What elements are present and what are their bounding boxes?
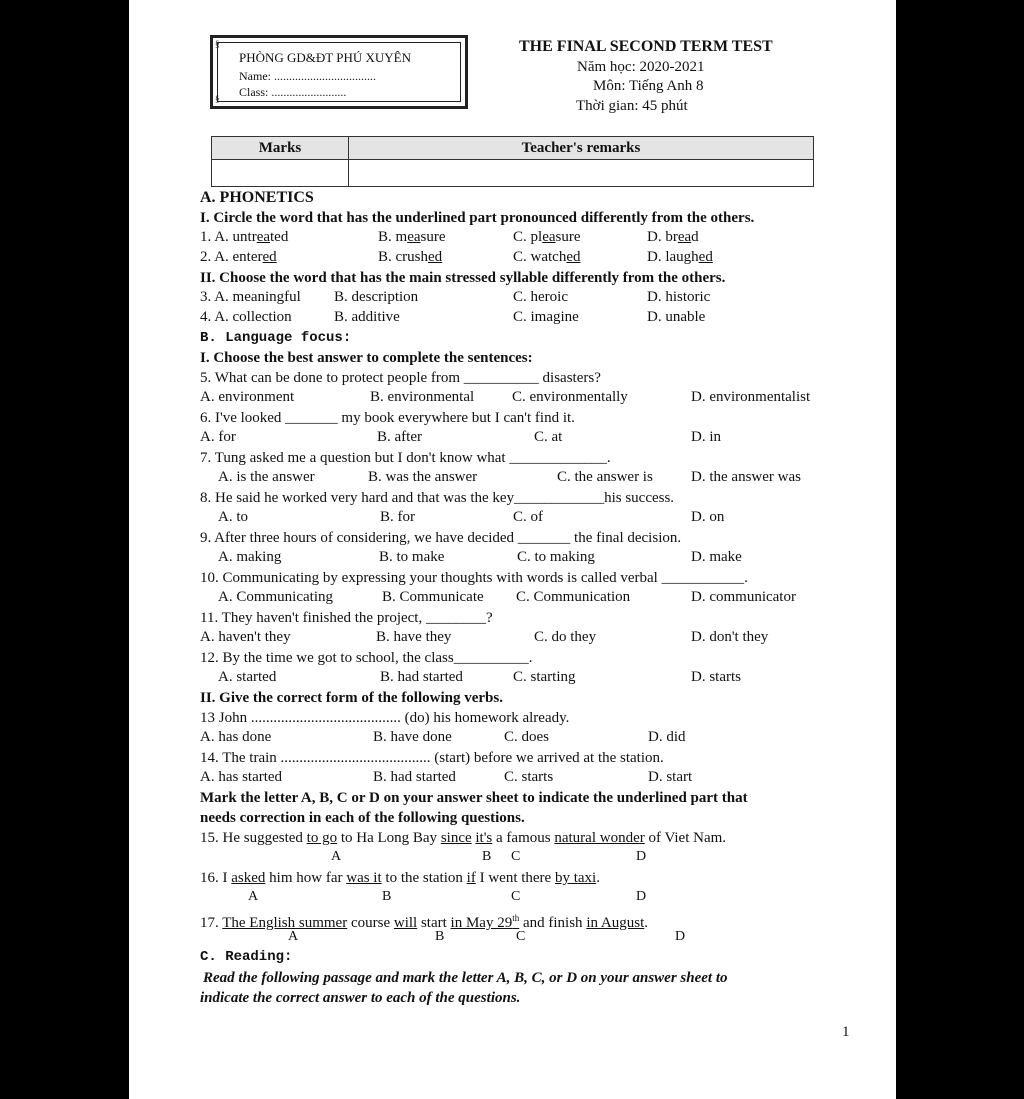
q10-option-b[interactable]: B. Communicate bbox=[382, 589, 484, 605]
question-9: 9. After three hours of considering, we have decided _______ the final decision. bbox=[200, 530, 682, 546]
phonetics-instruction: I. Circle the word that has the underlined part pronounced differently from the others. bbox=[200, 210, 755, 226]
q12-option-b[interactable]: B. had started bbox=[380, 669, 463, 685]
q6-option-b[interactable]: B. after bbox=[377, 429, 422, 445]
q1-option-d[interactable]: D. bread bbox=[647, 229, 699, 245]
q4-option-d[interactable]: D. unable bbox=[647, 309, 706, 325]
q9-option-b[interactable]: B. to make bbox=[379, 549, 445, 565]
question-6: 6. I've looked _______ my book everywhere but I can't find it. bbox=[200, 410, 575, 426]
reading-instruction-line2: indicate the correct answer to each of the questions. bbox=[200, 990, 521, 1006]
section-c-title: C. Reading: bbox=[200, 949, 293, 965]
q15-label-b: B bbox=[482, 849, 492, 864]
q17-part-a[interactable]: The English summer bbox=[222, 915, 348, 931]
marks-table bbox=[211, 136, 814, 187]
question-15: 15. He suggested to go to Ha Long Bay since it's a famous natural wonder of Viet Nam. bbox=[200, 830, 727, 846]
q9-option-c[interactable]: C. to making bbox=[517, 549, 595, 565]
q14-option-c[interactable]: C. starts bbox=[504, 769, 554, 785]
q5-option-b[interactable]: B. environmental bbox=[370, 389, 475, 405]
q10-option-d[interactable]: D. communicator bbox=[691, 589, 796, 605]
q5-option-c[interactable]: C. environmentally bbox=[512, 389, 628, 405]
q16-part-b[interactable]: was it bbox=[346, 870, 382, 886]
error-instruction-line2: needs correction in each of the following questions. bbox=[200, 810, 525, 826]
q17-label-b: B bbox=[435, 929, 445, 944]
q8-option-c[interactable]: C. of bbox=[513, 509, 543, 525]
q17-part-c[interactable]: in May 29th bbox=[450, 913, 520, 931]
test-title: THE FINAL SECOND TERM TEST bbox=[519, 38, 773, 55]
q14-option-b[interactable]: B. had started bbox=[373, 769, 456, 785]
stress-instruction: II. Choose the word that has the main stressed syllable differently from the others. bbox=[200, 270, 726, 286]
q16-label-b: B bbox=[382, 889, 392, 904]
q15-part-c[interactable]: it's bbox=[475, 830, 493, 846]
q8-option-b[interactable]: B. for bbox=[380, 509, 415, 525]
duration: Thời gian: 45 phút bbox=[576, 98, 688, 114]
q14-option-d[interactable]: D. start bbox=[648, 769, 693, 785]
q16-label-a: A bbox=[248, 889, 259, 904]
error-instruction-line1: Mark the letter A, B, C or D on your answer sheet to indicate the underlined part that bbox=[200, 790, 748, 806]
q7-option-a[interactable]: A. is the answer bbox=[218, 469, 315, 485]
question-1: 1. A. untreated bbox=[200, 229, 289, 245]
question-13: 13 John ........................................ (do) his homework already. bbox=[200, 710, 570, 726]
question-5: 5. What can be done to protect people from __________ disasters? bbox=[200, 370, 601, 386]
q8-option-d[interactable]: D. on bbox=[691, 509, 725, 525]
q2-option-b[interactable]: B. crushed bbox=[378, 249, 443, 265]
question-10: 10. Communicating by expressing your thoughts with words is called verbal ___________. bbox=[200, 570, 748, 586]
q6-option-c[interactable]: C. at bbox=[534, 429, 563, 445]
q15-part-b[interactable]: since bbox=[440, 830, 472, 846]
q15-part-d[interactable]: natural wonder bbox=[554, 830, 645, 846]
q16-label-d: D bbox=[636, 889, 647, 904]
question-12: 12. By the time we got to school, the class__________. bbox=[200, 650, 533, 666]
q12-option-a[interactable]: A. started bbox=[218, 669, 277, 685]
school-year: Năm học: 2020-2021 bbox=[577, 59, 705, 75]
q15-label-a: A bbox=[331, 849, 342, 864]
q16-part-a[interactable]: asked bbox=[231, 870, 266, 886]
q15-label-c: C bbox=[511, 849, 521, 864]
q2-option-d[interactable]: D. laughed bbox=[647, 249, 713, 265]
school-name: PHÒNG GD&ĐT PHÚ XUYÊN bbox=[239, 50, 412, 65]
q3-option-b[interactable]: B. description bbox=[334, 289, 419, 305]
q10-option-c[interactable]: C. Communication bbox=[516, 589, 631, 605]
q2-option-c[interactable]: C. watched bbox=[513, 249, 581, 265]
question-8: 8. He said he worked very hard and that was the key____________his success. bbox=[200, 490, 675, 506]
q16-label-c: C bbox=[511, 889, 521, 904]
reading-instruction-line1: Read the following passage and mark the letter A, B, C, or D on your answer sheet to bbox=[203, 970, 728, 986]
q11-option-a[interactable]: A. haven't they bbox=[200, 629, 291, 645]
q6-option-a[interactable]: A. for bbox=[200, 429, 236, 445]
q15-label-d: D bbox=[636, 849, 647, 864]
q3-option-d[interactable]: D. historic bbox=[647, 289, 711, 305]
question-14: 14. The train ........................................ (start) before we arrived at the station. bbox=[200, 750, 664, 766]
page-number: 1 bbox=[842, 1024, 850, 1040]
q5-option-d[interactable]: D. environmentalist bbox=[691, 389, 811, 405]
q13-option-d[interactable]: D. did bbox=[648, 729, 686, 745]
q9-option-d[interactable]: D. make bbox=[691, 549, 742, 565]
q10-option-a[interactable]: A. Communicating bbox=[218, 589, 333, 605]
question-16: 16. I asked him how far was it to the station if I went there by taxi. bbox=[200, 870, 600, 886]
school-info-box bbox=[210, 35, 468, 109]
q13-option-a[interactable]: A. has done bbox=[200, 729, 272, 745]
q17-label-a: A bbox=[288, 929, 299, 944]
marks-cell[interactable] bbox=[212, 160, 349, 187]
teacher-remarks-cell[interactable] bbox=[349, 160, 814, 187]
q5-option-a[interactable]: A. environment bbox=[200, 389, 295, 405]
question-4: 4. A. collection bbox=[200, 309, 292, 325]
q17-part-b[interactable]: will bbox=[393, 915, 418, 931]
q7-option-c[interactable]: C. the answer is bbox=[557, 469, 653, 485]
q6-option-d[interactable]: D. in bbox=[691, 429, 721, 445]
q1-option-b[interactable]: B. measure bbox=[378, 229, 446, 245]
q1-option-c[interactable]: C. pleasure bbox=[513, 229, 581, 245]
q16-part-d[interactable]: by taxi bbox=[554, 870, 597, 886]
q13-option-b[interactable]: B. have done bbox=[373, 729, 452, 745]
q11-option-d[interactable]: D. don't they bbox=[691, 629, 769, 645]
q11-option-b[interactable]: B. have they bbox=[376, 629, 452, 645]
q8-option-a[interactable]: A. to bbox=[218, 509, 248, 525]
q17-label-d: D bbox=[675, 929, 686, 944]
marks-header: Marks bbox=[212, 137, 349, 160]
verb-form-instruction: II. Give the correct form of the following verbs. bbox=[200, 690, 503, 706]
section-a-title: A. PHONETICS bbox=[200, 189, 314, 206]
q7-option-d[interactable]: D. the answer was bbox=[691, 469, 801, 485]
corner-ornament-icon: § bbox=[215, 94, 220, 104]
question-7: 7. Tung asked me a question but I don't know what _____________. bbox=[200, 450, 611, 466]
subject: Môn: Tiếng Anh 8 bbox=[593, 78, 704, 94]
q3-option-c[interactable]: C. heroic bbox=[513, 289, 568, 305]
q12-option-c[interactable]: C. starting bbox=[513, 669, 576, 685]
question-3: 3. A. meaningful bbox=[200, 289, 301, 305]
name-line: Name: .................................. bbox=[239, 69, 376, 83]
question-17: 17. The English summer course will start in May 29th and finish in August. bbox=[200, 913, 648, 931]
q16-part-c[interactable]: if bbox=[466, 870, 476, 886]
q17-label-c: C bbox=[516, 929, 526, 944]
q4-option-c[interactable]: C. imagine bbox=[513, 309, 579, 325]
q15-part-a[interactable]: to go bbox=[306, 830, 338, 846]
q13-option-c[interactable]: C. does bbox=[504, 729, 549, 745]
q4-option-b[interactable]: B. additive bbox=[334, 309, 400, 325]
q11-option-c[interactable]: C. do they bbox=[534, 629, 597, 645]
corner-ornament-icon: § bbox=[215, 39, 220, 49]
q12-option-d[interactable]: D. starts bbox=[691, 669, 741, 685]
question-2: 2. A. entered bbox=[200, 249, 277, 265]
best-answer-instruction: I. Choose the best answer to complete the sentences: bbox=[200, 350, 533, 366]
teacher-remarks-header: Teacher's remarks bbox=[349, 137, 814, 160]
section-b-title: B. Language focus: bbox=[200, 330, 352, 346]
q7-option-b[interactable]: B. was the answer bbox=[368, 469, 478, 485]
q9-option-a[interactable]: A. making bbox=[218, 549, 282, 565]
q17-part-d[interactable]: in August bbox=[586, 915, 645, 931]
question-11: 11. They haven't finished the project, ________? bbox=[200, 610, 493, 626]
q14-option-a[interactable]: A. has started bbox=[200, 769, 283, 785]
class-line: Class: ......................... bbox=[239, 85, 347, 99]
